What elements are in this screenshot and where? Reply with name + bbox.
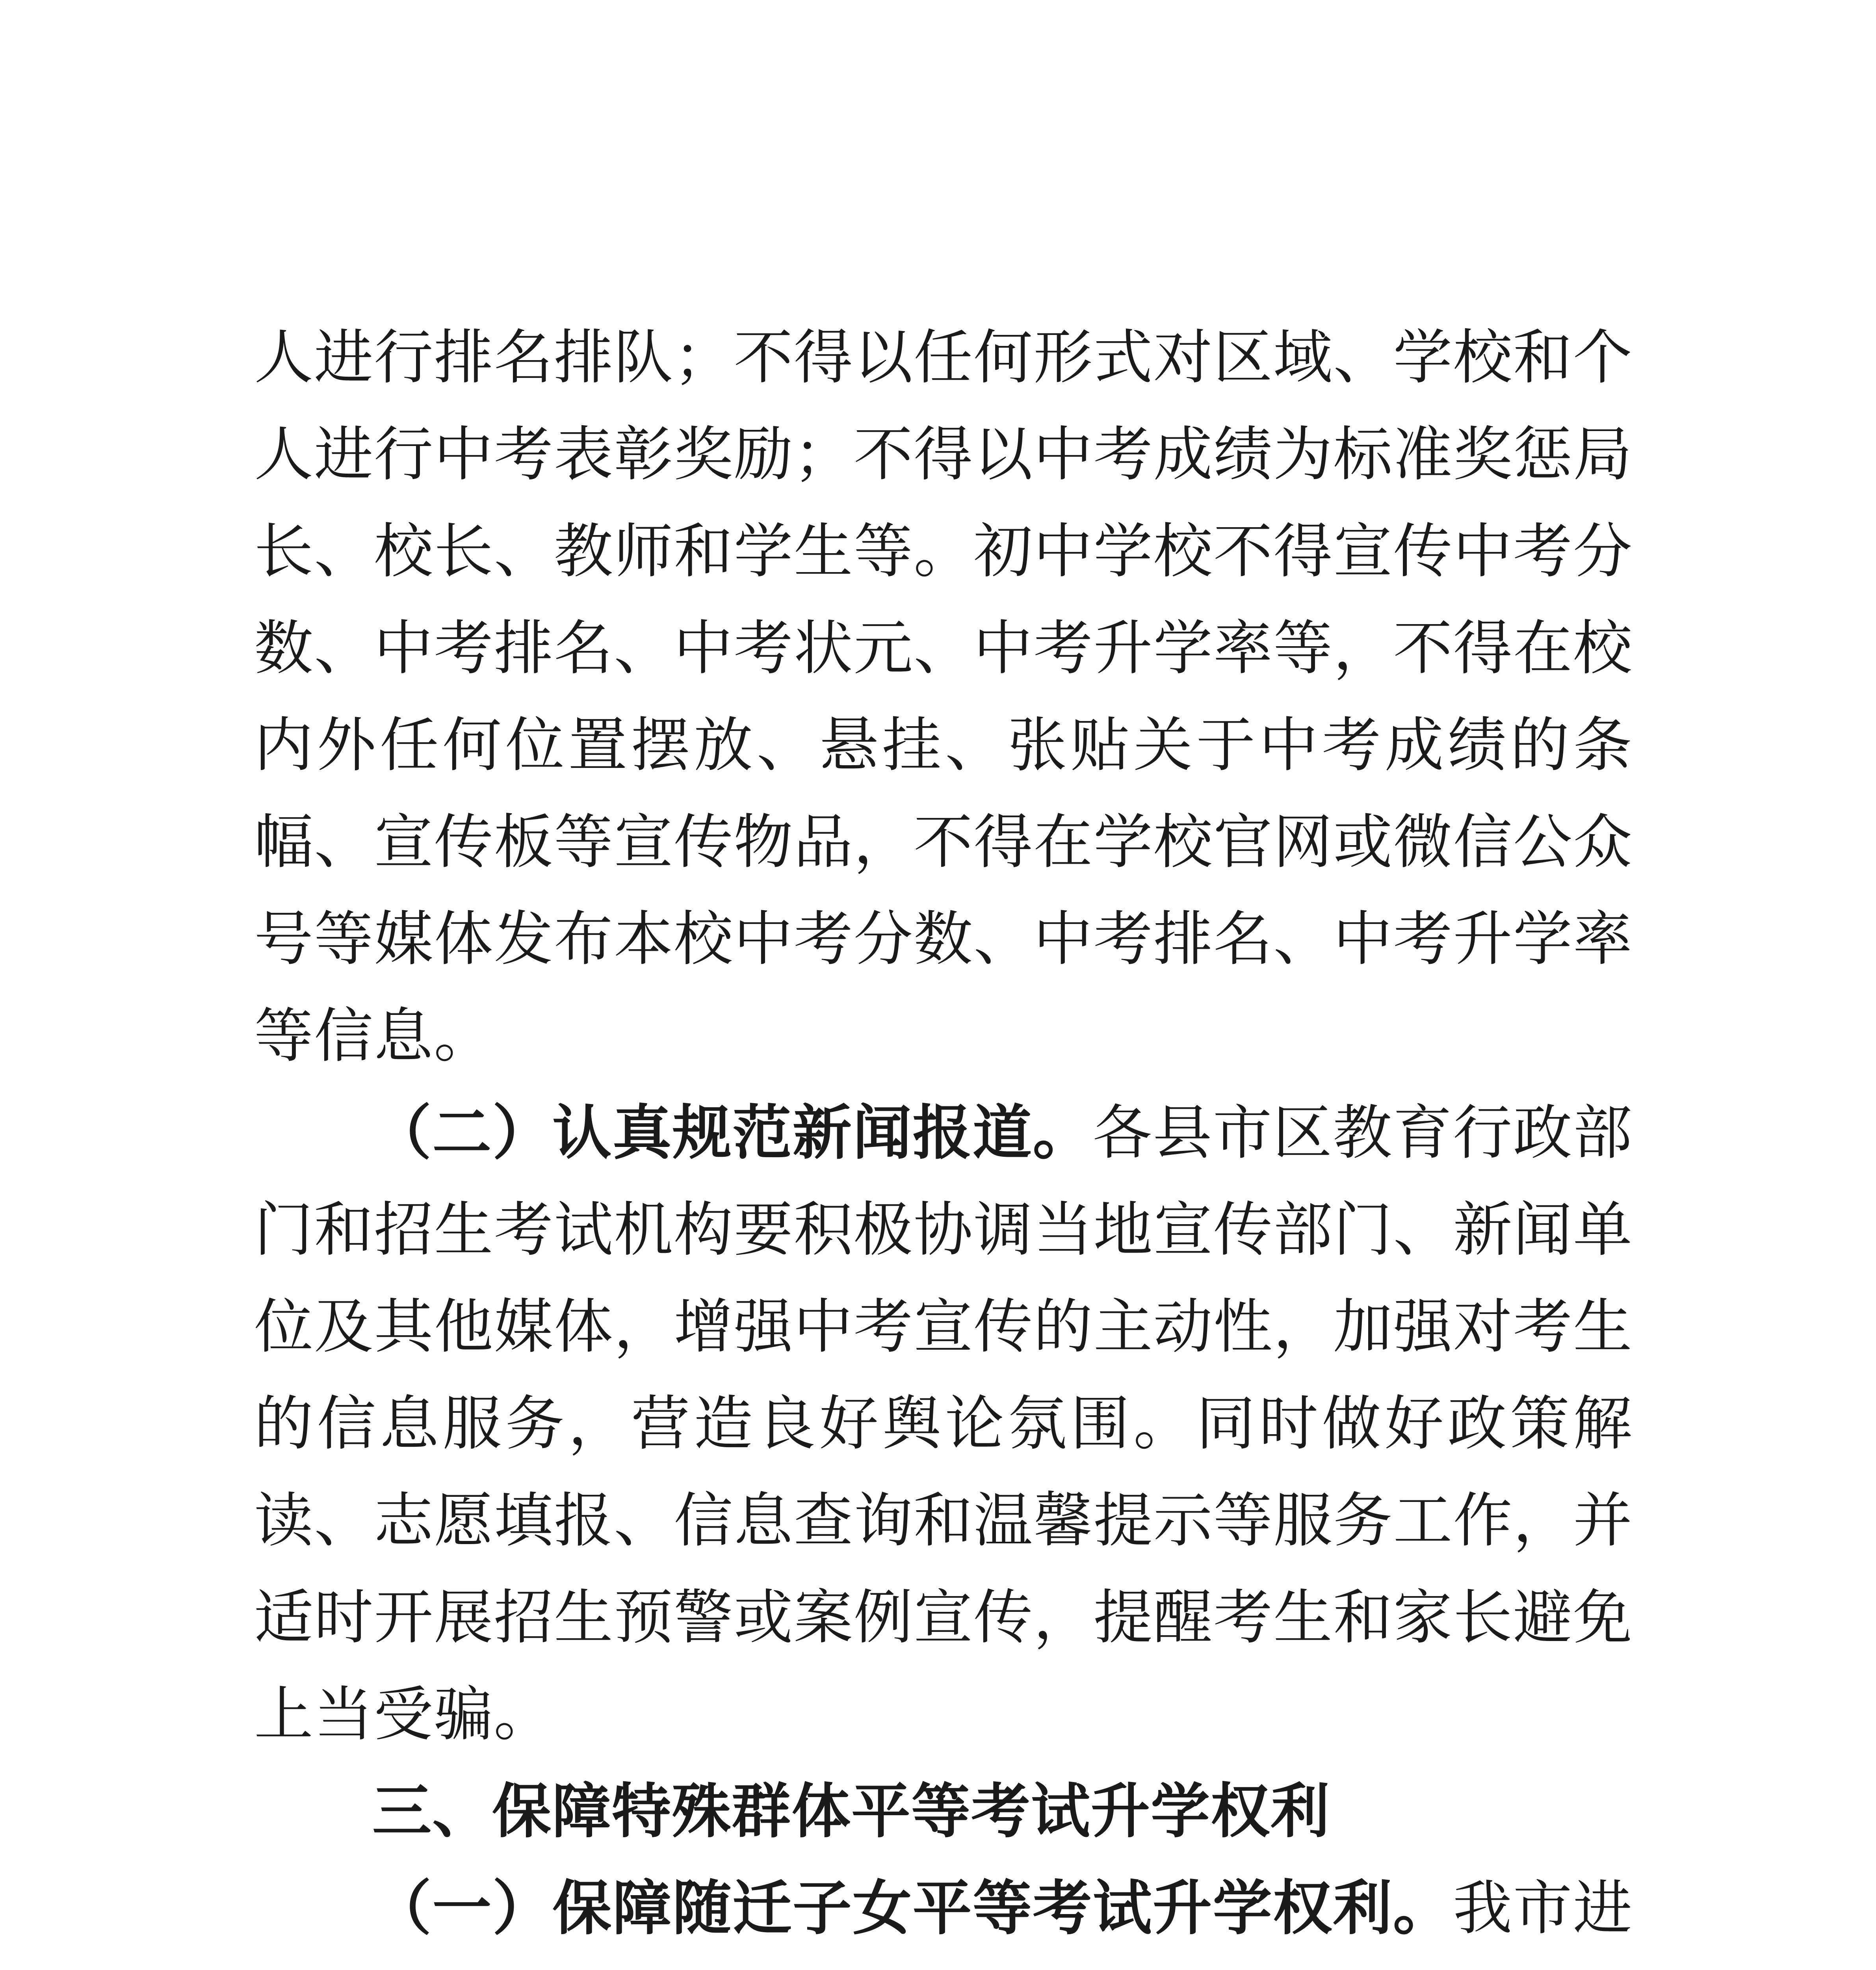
paragraph-news-reporting: [254, 1085, 1633, 1763]
paragraph-text: 各县市区教育行政部门和招生考试机构要积极协调当地宣传部门、新闻单位及其他媒体，增强中考宣传的主动性，加强对考生的信息服务，营造良好舆论氛围。同时做好政策解读、志愿填报、信息查询和温馨提示等服务工作，并适时开展招生预警或案例宣传，提醒考生和家长避免上当受骗。: [254, 1099, 1633, 1749]
document-body: [254, 309, 1633, 1970]
paragraph-text: 我市进: [1453, 1874, 1633, 1943]
paragraph-text: 人进行排名排队；不得以任何形式对区域、学校和个人进行中考表彰奖励；不得以中考成绩为标准奖惩局长、校长、教师和学生等。初中学校不得宣传中考分数、中考排名、中考状元、中考升学率等，不得在校内外任何位置摆放、悬挂、张贴关于中考成绩的条幅、宣传板等宣传物品，不得在学校官网或微信公众号等媒体发布本校中考分数、中考排名、中考升学率等信息。: [254, 323, 1633, 1070]
section-heading: 三、保障特殊群体平等考试升学权利: [372, 1777, 1331, 1846]
paragraph-continuation: [254, 309, 1633, 1085]
paragraph-migrant-children: [254, 1860, 1633, 1970]
paragraph-lead: （一）保障随迁子女平等考试升学权利。: [372, 1874, 1453, 1943]
paragraph-lead: （二）认真规范新闻报道。: [372, 1099, 1093, 1167]
